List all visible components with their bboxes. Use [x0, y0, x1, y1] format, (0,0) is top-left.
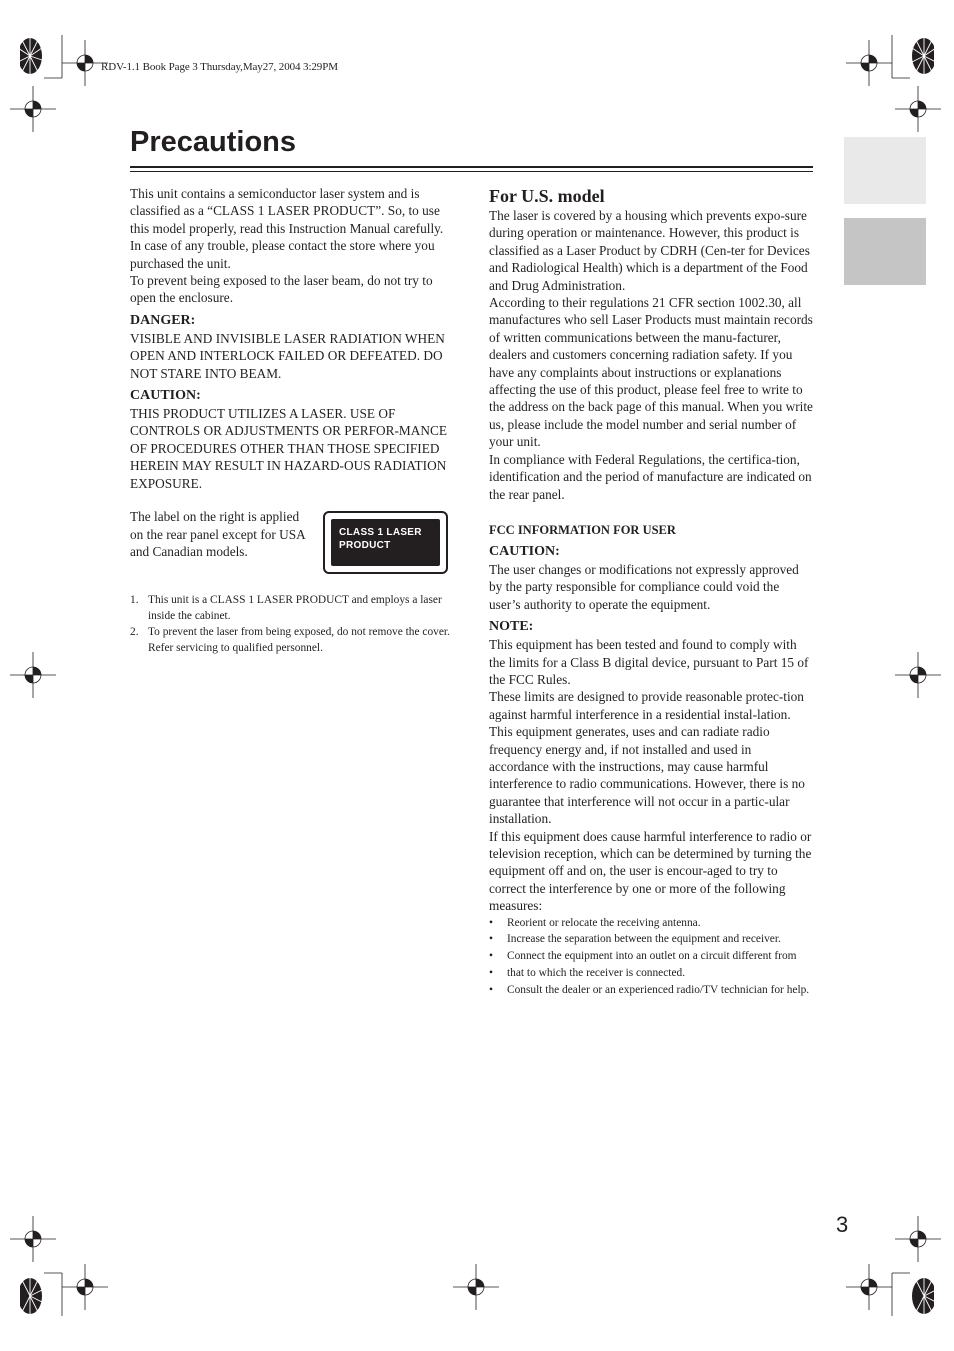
- list-text: that to which the receiver is connected.: [507, 967, 686, 980]
- starburst-mark-icon: [908, 1276, 934, 1316]
- bullet-icon: •: [489, 983, 493, 996]
- print-slug: RDV-1.1 Book Page 3 Thursday,May27, 2004 3:29PM: [101, 61, 338, 73]
- note-paragraph: These limits are designed to provide reasonable protec-tion against harmful interference in a residential instal-lation. This equipment generates, uses and can radiate radio frequency energy and, if not installed and used in accordance with the instructions, may cause harmful interference to radio communications. However, there is no guarantee that interference will not occur in a partic-ular installation.: [489, 689, 805, 827]
- page-number: 3: [836, 1212, 849, 1237]
- title-rule: [130, 166, 813, 168]
- list-item: [130, 624, 455, 656]
- list-number: 2.: [130, 626, 139, 639]
- note-paragraph: If this equipment does cause harmful interference to radio or television reception, which can be determined by turning the equipment off and on, the user is encour-aged to try to correct the interference by one or more of the following measures:: [489, 828, 812, 914]
- registration-target-icon: [846, 40, 892, 86]
- laser-product-label: [323, 511, 448, 574]
- list-number: 1.: [130, 594, 139, 607]
- fcc-heading: FCC INFORMATION FOR USER: [489, 522, 676, 537]
- registration-target-icon: [62, 1264, 108, 1310]
- list-text: Increase the separation between the equipment and receiver.: [507, 933, 781, 946]
- caution-text: THIS PRODUCT UTILIZES A LASER. USE OF CONTROLS OR ADJUSTMENTS OR PERFOR-MANCE OF PROCEDURES OTHER THAN THOSE SPECIFIED HEREIN MAY RESULT IN HAZARD-OUS RADIATION EXPOSURE.: [130, 406, 447, 491]
- note-heading: NOTE:: [489, 619, 534, 635]
- us-model-heading: For U.S. model: [489, 186, 605, 206]
- label-description: The label on the right is applied on the rear panel except for USA and Canadian models.: [130, 509, 306, 559]
- list-item: [489, 915, 814, 932]
- list-text: To prevent the laser from being exposed, do not remove the cover. Refer servicing to qualified personnel.: [148, 626, 450, 655]
- registration-target-icon: [453, 1264, 499, 1310]
- measures-list: [489, 915, 814, 999]
- list-item: [489, 948, 814, 965]
- section-tab: [844, 137, 926, 204]
- laser-product-label-inner: [331, 519, 440, 566]
- list-item: [489, 982, 814, 999]
- list-item: [130, 592, 455, 624]
- caution-heading: CAUTION:: [130, 388, 201, 404]
- list-text: Reorient or relocate the receiving antenna.: [507, 916, 701, 929]
- title-rule-thin: [130, 171, 813, 172]
- list-text: Connect the equipment into an outlet on a circuit different from: [507, 950, 797, 963]
- fcc-caution-text: The user changes or modifications not expressly approved by the party responsible for compliance could void the user’s authority to operate the equipment.: [489, 561, 799, 612]
- registration-target-icon: [10, 86, 56, 132]
- us-model-paragraph: According to their regulations 21 CFR section 1002.30, all manufactures who sell Laser Products must maintain records of written communications between the manu-facturer, dealers and customers concerning radiation safety. If you have any complaints about instructions or explanations affecting the use of this product, please feel free to write to the address on the back page of this manual. When you write us, please include the model number and serial number of your unit.: [489, 295, 813, 450]
- us-model-paragraph: In compliance with Federal Regulations, the certifica-tion, identification and the period of manufacture are indicated on the rear panel.: [489, 451, 812, 502]
- registration-target-icon: [895, 652, 941, 698]
- page-title: Precautions: [130, 126, 296, 158]
- registration-target-icon: [895, 86, 941, 132]
- bullet-icon: •: [489, 933, 493, 946]
- list-text: This unit is a CLASS 1 LASER PRODUCT and employs a laser inside the cabinet.: [148, 594, 442, 623]
- right-column: [489, 185, 814, 999]
- bullet-icon: •: [489, 967, 493, 980]
- left-column: [130, 185, 455, 656]
- starburst-mark-icon: [20, 36, 46, 76]
- registration-target-icon: [10, 1216, 56, 1262]
- notes-list: [130, 592, 455, 656]
- danger-text: VISIBLE AND INVISIBLE LASER RADIATION WHEN OPEN AND INTERLOCK FAILED OR DEFEATED. DO NOT STARE INTO BEAM.: [130, 330, 445, 381]
- intro-paragraph: This unit contains a semiconductor laser system and is classified as a “CLASS 1 LASER PRODUCT”. So, to use this model properly, read this Instruction Manual carefully. In case of any trouble, please contact the store where you purchased the unit.: [130, 186, 444, 271]
- danger-heading: DANGER:: [130, 312, 196, 328]
- starburst-mark-icon: [20, 1276, 46, 1316]
- laser-label-section: [130, 508, 455, 592]
- list-item: [489, 965, 814, 982]
- registration-target-icon: [846, 1264, 892, 1310]
- laser-label-line: CLASS 1 LASER: [339, 527, 422, 539]
- section-tab-active: [844, 218, 926, 285]
- fcc-caution-heading: CAUTION:: [489, 543, 560, 559]
- intro-paragraph: To prevent being exposed to the laser beam, do not try to open the enclosure.: [130, 273, 433, 306]
- list-item: [489, 931, 814, 948]
- us-model-paragraph: The laser is covered by a housing which prevents expo-sure during operation or maintenance. However, this product is classified as a Laser Product by CDRH (Cen-ter for Devices and Radiological Health) which is a department of the Food and Drug Administration.: [489, 208, 810, 293]
- list-text: Consult the dealer or an experienced radio/TV technician for help.: [507, 983, 810, 996]
- registration-target-icon: [10, 652, 56, 698]
- bullet-icon: •: [489, 916, 493, 929]
- laser-label-line: PRODUCT: [339, 539, 391, 551]
- starburst-mark-icon: [908, 36, 934, 76]
- bullet-icon: •: [489, 950, 493, 963]
- registration-target-icon: [895, 1216, 941, 1262]
- note-paragraph: This equipment has been tested and found to comply with the limits for a Class B digital device, pursuant to Part 15 of the FCC Rules.: [489, 637, 809, 687]
